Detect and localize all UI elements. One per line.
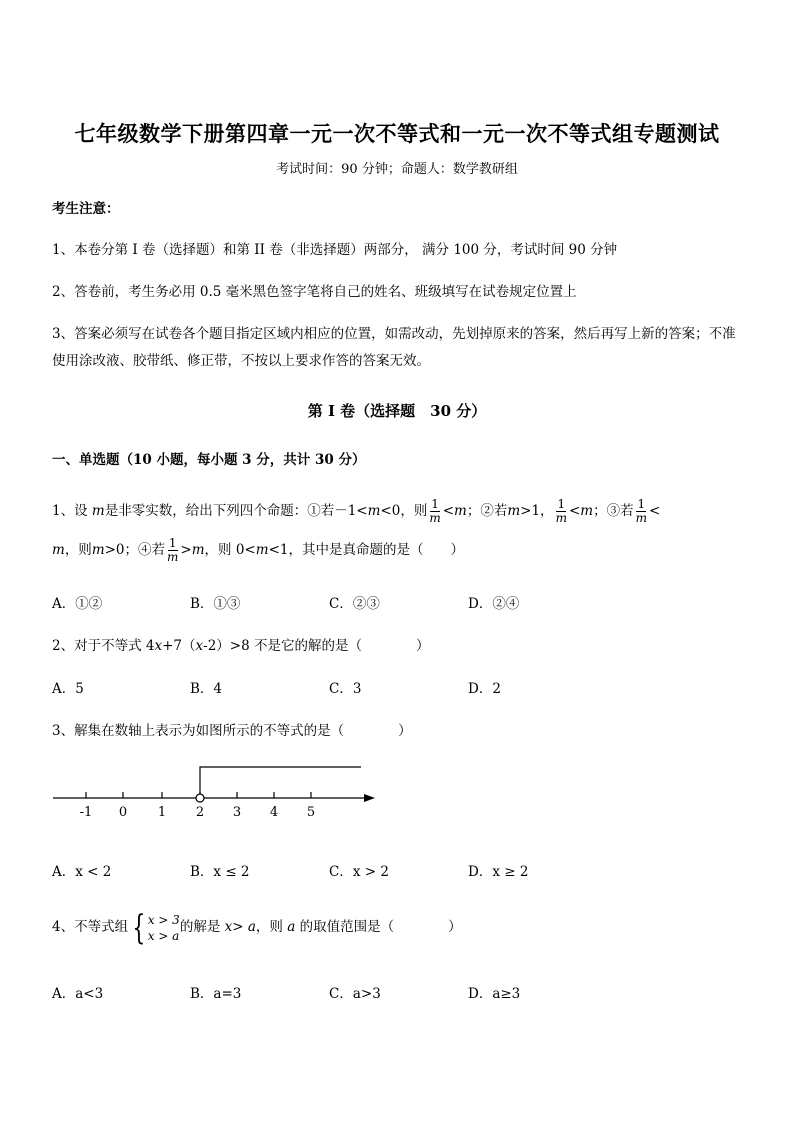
q3-option-d[interactable]: D．x ≥ 2 (468, 864, 529, 880)
q1-option-c[interactable]: C．②③ (329, 596, 380, 612)
q4-options (52, 982, 742, 1002)
q4-option-b[interactable]: B．a=3 (190, 986, 242, 1002)
brace-icon: { (132, 907, 146, 948)
q1-line-2: m，则m>0；④若 $\frac{1}{m}$ >m，则 0<m<1，其中是真命题的是（ ） (52, 536, 464, 564)
fraction-1-over-m: $\frac{1}{m}$ (167, 536, 179, 564)
q1-line-1: 1、设 m是非零实数，给出下列四个命题：①若－1<m<0，则 $\frac{1}{m}$ <m；②若m>1， $\frac{1}{m}$ <m；③若 $\frac{1}{m}$ < (52, 497, 661, 525)
tick-label: 2 (195, 805, 205, 820)
q2-option-b[interactable]: B．4 (190, 681, 223, 697)
q1-options (52, 592, 742, 612)
tick-label: 1 (157, 805, 167, 820)
part1-title: 第 I 卷（选择题 30 分） (307, 402, 487, 420)
tick-label: 5 (306, 805, 316, 820)
exam-title: 七年级数学下册第四章一元一次不等式和一元一次不等式组专题测试 (74, 121, 720, 146)
notice-item-3: 3、答案必须写在试卷各个题目指定区域内相应的位置，如需改动，先划掉原来的答案，然后再写上新的答案；不准使用涂改液、胶带纸、修正带，不按以上要求作答的答案无效。 (52, 326, 736, 369)
number-line-figure (45, 758, 385, 828)
tick-label: 4 (269, 805, 279, 820)
arrow-head-icon (364, 794, 375, 802)
q4-option-a[interactable]: A．a<3 (52, 986, 104, 1002)
q2-options (52, 677, 742, 697)
q3-option-c[interactable]: C．x > 2 (329, 864, 389, 880)
q3-option-b[interactable]: B．x ≤ 2 (190, 864, 250, 880)
q2-option-d[interactable]: D．2 (468, 681, 501, 697)
notice-item-2: 2、答卷前，考生务必用 0.5 毫米黑色签字笔将自己的姓名、班级填写在试卷规定位置上 (52, 284, 577, 300)
q1-option-a[interactable]: A．①② (52, 596, 103, 612)
q2-option-c[interactable]: C．3 (329, 681, 362, 697)
q3-stem: 3、解集在数轴上表示为如图所示的不等式的是（ ） (52, 723, 412, 739)
solution-ray (200, 767, 361, 794)
notice-item-1: 1、本卷分第 I 卷（选择题）和第 II 卷（非选择题）两部分， 满分 100 分，考试时间 90 分钟 (52, 242, 618, 258)
exam-subtitle: 考试时间：90 分钟；命题人：数学教研组 (276, 162, 518, 177)
q4-option-d[interactable]: D．a≥3 (468, 986, 521, 1002)
q4-stem: 4、不等式组 { x > 3 x > a 的解是 x> a，则 a 的取值范围是（ ） (52, 907, 462, 948)
section-heading: 一、单选题（10 小题，每小题 3 分，共计 30 分） (52, 452, 366, 468)
q2-option-a[interactable]: A．5 (52, 681, 84, 697)
tick-label: 0 (118, 805, 128, 820)
q1-option-b[interactable]: B．①③ (190, 596, 241, 612)
open-circle-marker (196, 794, 204, 802)
q4-option-c[interactable]: C．a>3 (329, 986, 381, 1002)
q2-stem: 2、对于不等式 4x+7（x-2）>8 不是它的解的是（ ） (52, 638, 430, 654)
q1-option-d[interactable]: D．②④ (468, 596, 520, 612)
notice-heading: 考生注意： (52, 201, 120, 217)
tick-label: -1 (79, 805, 93, 820)
fraction-1-over-m: $\frac{1}{m}$ (635, 497, 647, 525)
fraction-1-over-m: $\frac{1}{m}$ (429, 497, 441, 525)
q3-option-a[interactable]: A．x < 2 (52, 864, 112, 880)
fraction-1-over-m: $\frac{1}{m}$ (555, 497, 567, 525)
inequality-system: { x > 3 x > a (132, 907, 180, 948)
q3-options (52, 860, 742, 880)
tick-label: 3 (232, 805, 242, 820)
